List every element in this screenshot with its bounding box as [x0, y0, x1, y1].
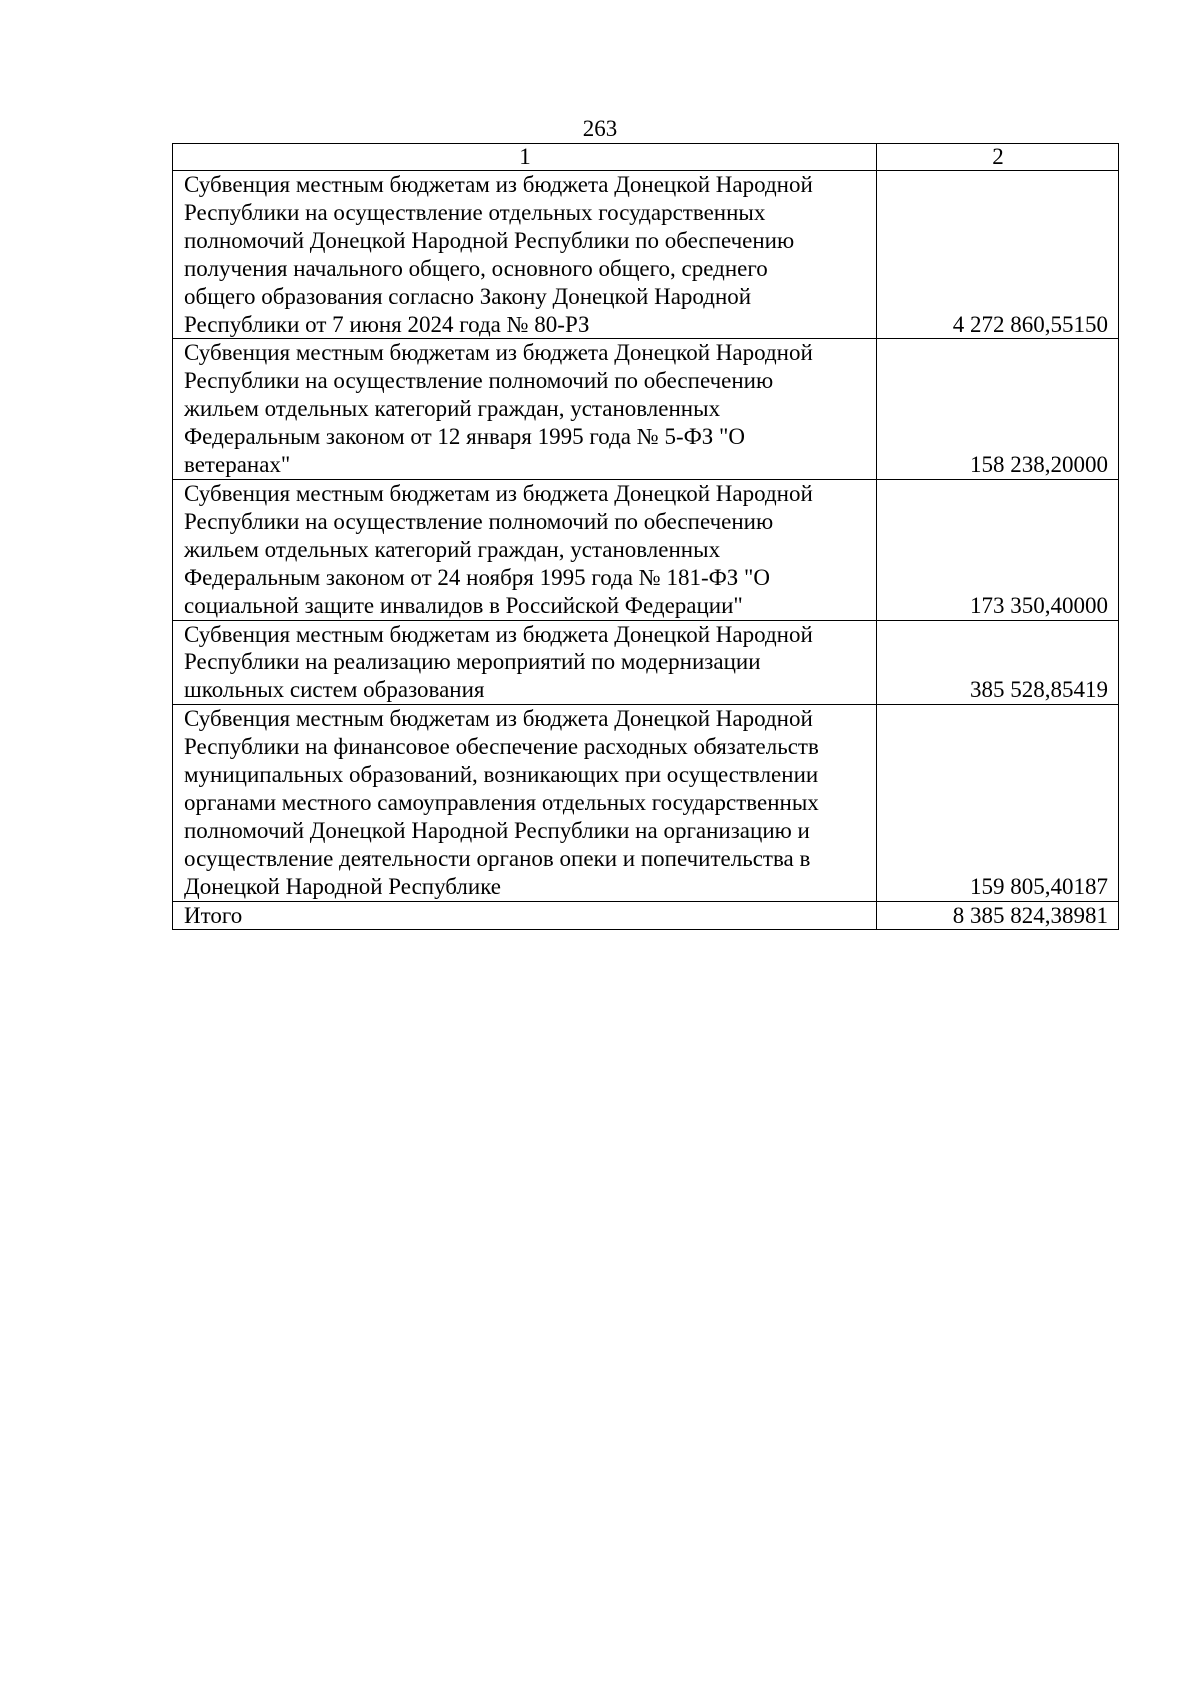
row-amount: 385 528,85419	[877, 620, 1119, 705]
total-label: Итого	[173, 901, 877, 930]
description-line: Субвенция местным бюджетам из бюджета Донецкой Народной	[184, 621, 813, 647]
description-line: Субвенция местным бюджетам из бюджета Донецкой Народной	[184, 172, 813, 197]
row-amount: 159 805,40187	[877, 705, 1119, 901]
description-line: Федеральным законом от 12 января 1995 года № 5-ФЗ "О	[184, 424, 746, 450]
table-body	[173, 144, 1119, 930]
description-line: Субвенция местным бюджетам из бюджета Донецкой Народной	[184, 480, 813, 506]
page-number: 263	[582, 116, 618, 141]
description-line: Республики от 7 июня 2024 года № 80-РЗ	[184, 311, 590, 337]
table-row	[173, 479, 1119, 620]
description-line: Республики на осуществление полномочий по обеспечению	[184, 368, 774, 394]
row-description	[173, 620, 877, 705]
row-description	[173, 479, 877, 620]
total-amount: 8 385 824,38981	[877, 901, 1119, 930]
description-line: Республики на осуществление отдельных государственных	[184, 199, 766, 225]
table-row	[173, 620, 1119, 705]
description-line: Республики на осуществление полномочий по обеспечению	[184, 508, 774, 534]
description-line: Субвенция местным бюджетам из бюджета Донецкой Народной	[184, 706, 813, 732]
description-line: жильем отдельных категорий граждан, установленных	[184, 396, 721, 422]
description-line: получения начального общего, основного общего, среднего	[184, 255, 768, 281]
table-row	[173, 705, 1119, 901]
table-row	[173, 171, 1119, 339]
description-line: муниципальных образований, возникающих при осуществлении	[184, 762, 819, 788]
budget-table	[172, 143, 1119, 930]
description-line: школьных систем образования	[184, 677, 485, 703]
row-amount: 4 272 860,55150	[877, 171, 1119, 339]
description-line: жильем отдельных категорий граждан, установленных	[184, 536, 721, 562]
row-description	[173, 705, 877, 901]
column-header-2: 2	[877, 144, 1119, 171]
row-description	[173, 171, 877, 339]
total-row	[173, 901, 1119, 930]
description-line: социальной защите инвалидов в Российской Федерации"	[184, 592, 743, 618]
description-line: полномочий Донецкой Народной Республики на организацию и	[184, 817, 810, 843]
table-header-row	[173, 144, 1119, 171]
description-line: органами местного самоуправления отдельных государственных	[184, 789, 819, 815]
description-line: общего образования согласно Закону Донецкой Народной	[184, 283, 752, 309]
description-line: Республики на реализацию мероприятий по модернизации	[184, 649, 761, 675]
row-amount: 173 350,40000	[877, 479, 1119, 620]
description-line: полномочий Донецкой Народной Республики по обеспечению	[184, 227, 795, 253]
column-header-1: 1	[173, 144, 877, 171]
description-line: осуществление деятельности органов опеки и попечительства в	[184, 845, 811, 871]
row-description	[173, 339, 877, 480]
description-line: Донецкой Народной Республике	[184, 873, 502, 899]
description-line: Субвенция местным бюджетам из бюджета Донецкой Народной	[184, 340, 813, 366]
description-line: Федеральным законом от 24 ноября 1995 года № 181-ФЗ "О	[184, 564, 771, 590]
description-line: ветеранах"	[184, 452, 291, 478]
row-amount: 158 238,20000	[877, 339, 1119, 480]
table-row	[173, 339, 1119, 480]
description-line: Республики на финансовое обеспечение расходных обязательств	[184, 734, 819, 760]
